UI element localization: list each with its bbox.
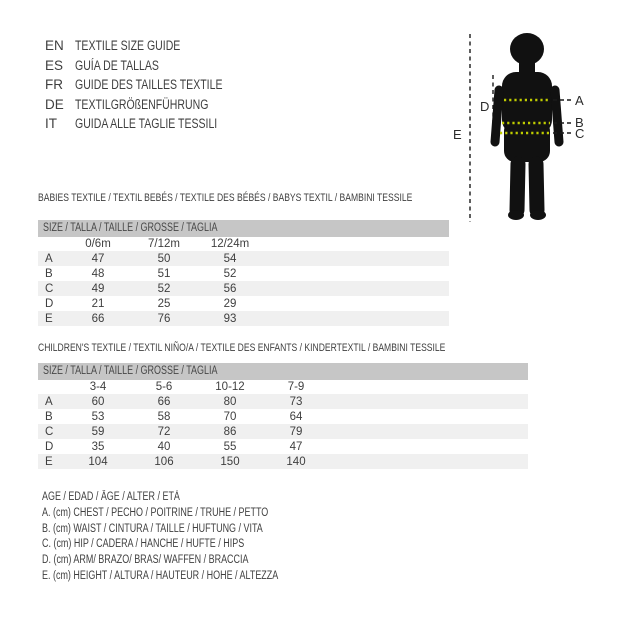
language-code: ES bbox=[45, 57, 64, 73]
language-code: EN bbox=[45, 38, 64, 53]
label-e: E bbox=[453, 127, 462, 142]
language-row-de bbox=[45, 95, 264, 115]
language-label: TEXTILGRÖßENFÜHRUNG bbox=[75, 96, 209, 112]
language-code: FR bbox=[45, 77, 63, 92]
language-code: IT bbox=[45, 116, 57, 131]
babies-column-headers bbox=[38, 237, 449, 251]
table-row: D 21 25 29 bbox=[45, 297, 237, 310]
legend-line-age: AGE / EDAD / ÂGE / ALTER / ETÀ bbox=[42, 491, 180, 503]
children-size-table bbox=[38, 363, 528, 469]
language-row-en bbox=[45, 36, 264, 56]
language-row-it bbox=[45, 114, 264, 134]
legend-line-chest: A. (cm) CHEST / PECHO / POITRINE / TRUHE / PETTO bbox=[42, 506, 269, 519]
table-row: B 48 51 52 bbox=[45, 267, 237, 280]
language-label: GUÍA DE TALLAS bbox=[75, 57, 159, 73]
children-col-3: 7-9 bbox=[287, 381, 305, 393]
label-a: A bbox=[575, 93, 584, 108]
table-row: C 49 52 56 bbox=[38, 281, 449, 296]
language-label: GUIDA ALLE TAGLIE TESSILI bbox=[75, 116, 218, 131]
babies-col-2: 12/24m bbox=[210, 238, 250, 250]
children-col-2: 10-12 bbox=[215, 381, 245, 393]
table-row: E 66 76 93 bbox=[38, 311, 449, 326]
children-section-heading: CHILDREN'S TEXTILE / TEXTIL NIÑO/A / TEXTILE DES ENFANTS / KINDERTEXTIL / BAMBINI TESSILE bbox=[38, 342, 446, 354]
measurement-legend bbox=[42, 490, 345, 585]
babies-size-table bbox=[38, 220, 449, 326]
legend-line-height: E. (cm) HEIGHT / ALTURA / HAUTEUR / HÖHE / ALTEZZA bbox=[42, 569, 279, 582]
table-row: A 60 66 80 73 bbox=[38, 394, 528, 409]
children-size-band: SIZE / TALLA / TAILLE / GRÖSSE / TAGLIA bbox=[38, 363, 528, 380]
children-column-headers bbox=[38, 380, 528, 394]
table-row: E 104 106 150 140 bbox=[38, 454, 528, 469]
babies-size-band: SIZE / TALLA / TAILLE / GRÖSSE / TAGLIA bbox=[38, 220, 449, 237]
legend-line-hip: C. (cm) HIP / CADERA / HANCHE / HÜFTE / HIPS bbox=[42, 538, 245, 551]
label-c: C bbox=[575, 126, 585, 141]
legend-line-arm: D. (cm) ARM/ BRAZO/ BRAS/ WAFFEN / BRACCIA bbox=[42, 554, 249, 567]
language-label: GUIDE DES TAILLES TEXTILE bbox=[75, 77, 223, 92]
language-row-fr bbox=[45, 75, 264, 95]
label-d: D bbox=[480, 99, 490, 114]
babies-section-heading: BABIES TEXTILE / TEXTIL BEBÉS / TEXTILE DES BÉBÉS / BABYS TEXTIL / BAMBINI TESSILE bbox=[38, 192, 413, 204]
language-row-es bbox=[45, 56, 264, 76]
children-col-1: 5-6 bbox=[155, 381, 173, 393]
label-b: B bbox=[575, 115, 584, 130]
language-code: DE bbox=[45, 96, 64, 112]
language-label: TEXTILE SIZE GUIDE bbox=[75, 38, 181, 53]
table-row: A 47 50 54 bbox=[38, 251, 449, 266]
table-row: D 35 40 55 47 bbox=[45, 440, 303, 453]
language-list bbox=[45, 36, 264, 134]
table-row: C 59 72 86 79 bbox=[38, 424, 528, 439]
table-row: B 53 58 70 64 bbox=[45, 410, 303, 423]
legend-line-waist: B. (cm) WAIST / CINTURA / TAILLE / HÜFTUNG / VITA bbox=[42, 522, 263, 535]
children-col-0: 3-4 bbox=[89, 381, 107, 393]
babies-col-1: 7/12m bbox=[148, 238, 180, 250]
babies-col-0: 0/6m bbox=[85, 238, 111, 250]
